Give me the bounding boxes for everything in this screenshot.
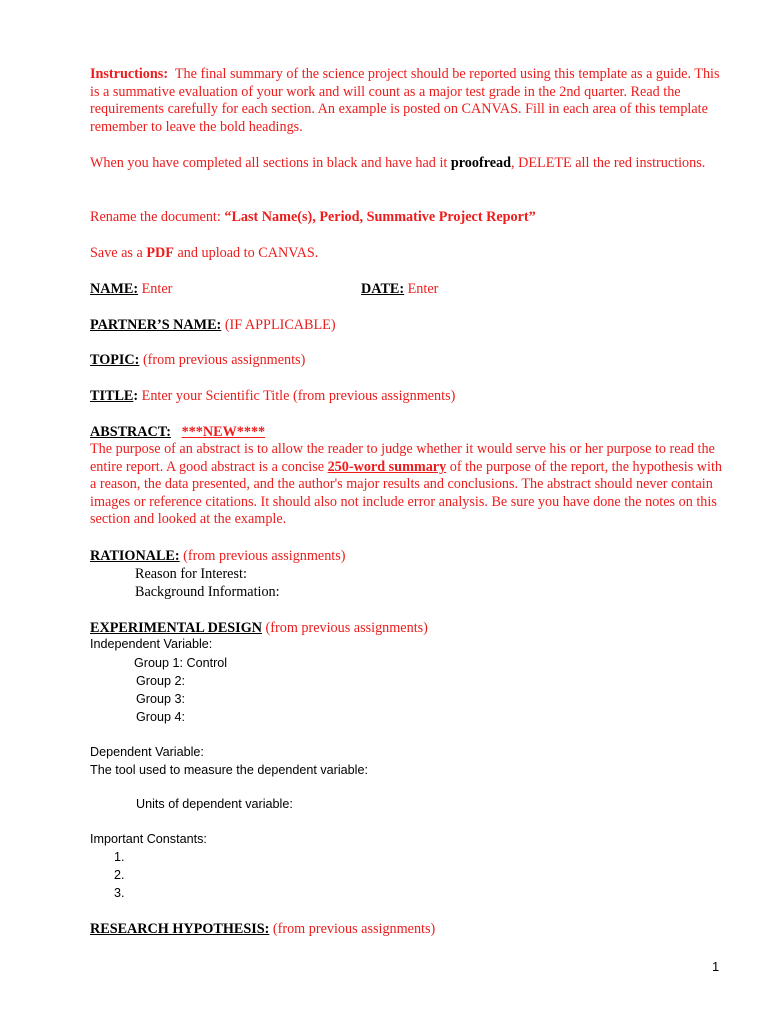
abstract-heading-row xyxy=(90,424,726,442)
dependent-variable[interactable] xyxy=(90,744,726,762)
instructions-text: The final summary of the science project should be reported using this template as a guide. This is a summative evaluation of your work and will count as a major test grade in the 2nd quarter. Read the requirements carefully for each section. An example is posted on CANVAS. Fill in each area of this template remember to leave the bold headings. xyxy=(90,66,720,135)
group-item[interactable] xyxy=(136,691,768,709)
constant-3: 3. xyxy=(114,886,125,900)
group-4-label: Group 4: xyxy=(136,710,186,724)
group-item[interactable] xyxy=(136,709,768,727)
group-item[interactable] xyxy=(136,673,768,691)
instructions-paragraph xyxy=(90,66,726,136)
title-label: TITLE xyxy=(90,388,134,404)
completion-text-end: , DELETE all the red instructions. xyxy=(511,155,706,171)
group-item[interactable] xyxy=(134,655,768,673)
abstract-new-tag: ***NEW**** xyxy=(181,424,266,440)
group-1-label: Group 1: Control xyxy=(134,656,228,670)
dv-label: Dependent Variable: xyxy=(90,745,204,759)
dependent-units[interactable] xyxy=(136,796,768,814)
rationale-background[interactable] xyxy=(90,584,768,602)
constants-label: Important Constants: xyxy=(90,832,207,846)
rename-instruction xyxy=(90,209,726,227)
save-text-end: and upload to CANVAS. xyxy=(173,245,319,261)
rationale-note: (from previous assignments) xyxy=(183,548,346,564)
design-heading-row xyxy=(90,620,726,638)
abstract-heading: ABSTRACT: xyxy=(90,424,171,440)
topic-row xyxy=(90,352,726,370)
name-label: NAME: xyxy=(90,281,139,297)
rationale-heading-row xyxy=(90,548,726,566)
save-text: Save as a xyxy=(90,245,147,261)
hypothesis-note: (from previous assignments) xyxy=(272,921,436,937)
date-value[interactable]: Enter xyxy=(407,281,439,297)
constant-item[interactable] xyxy=(114,849,750,867)
group-3-label: Group 3: xyxy=(136,692,186,706)
constants-label-row xyxy=(90,831,726,849)
constant-item[interactable] xyxy=(114,867,750,885)
title-note: (from previous assignments) xyxy=(292,388,456,404)
rename-text: Rename the document: xyxy=(90,209,225,225)
page-number: 1 xyxy=(712,959,720,974)
constant-1: 1. xyxy=(114,850,125,864)
measurement-tool[interactable] xyxy=(90,762,726,780)
partner-label: PARTNER’S NAME: xyxy=(90,317,222,333)
name-value[interactable]: Enter xyxy=(141,281,173,297)
proofread-word: proofread xyxy=(450,155,512,171)
abstract-text-end: of the purpose of the report, the hypothesis with a reason, the data presented, and the author's major results and conclusions. The abstract should never contain images or reference citations. It should also not include error analysis. Be sure you have done the notes on this section and looked at the example. xyxy=(90,458,723,528)
title-colon: : xyxy=(133,388,142,404)
title-value[interactable]: Enter your Scientific Title xyxy=(141,388,293,404)
name-date-row xyxy=(90,281,726,299)
group-2-label: Group 2: xyxy=(136,674,186,688)
independent-variable[interactable] xyxy=(90,636,726,654)
topic-value[interactable]: (from previous assignments) xyxy=(142,352,306,368)
hypothesis-heading: RESEARCH HYPOTHESIS: xyxy=(90,921,270,937)
completion-text: When you have completed all sections in black and have had it xyxy=(90,155,451,171)
rationale-heading: RATIONALE: xyxy=(90,548,180,564)
iv-label: Independent Variable: xyxy=(90,637,213,651)
design-heading: EXPERIMENTAL DESIGN xyxy=(90,620,262,636)
date-label: DATE: xyxy=(361,281,405,297)
hypothesis-heading-row xyxy=(90,921,726,939)
constant-2: 2. xyxy=(114,868,125,882)
background-label: Background Information: xyxy=(135,584,280,600)
save-instruction xyxy=(90,245,726,263)
topic-label: TOPIC: xyxy=(90,352,140,368)
constant-item[interactable] xyxy=(114,885,750,903)
abstract-instructions xyxy=(90,441,726,529)
reason-label: Reason for Interest: xyxy=(135,566,247,582)
tool-label: The tool used to measure the dependent variable: xyxy=(90,763,368,777)
completion-instruction xyxy=(90,155,726,173)
title-row xyxy=(90,388,726,406)
rationale-reason[interactable] xyxy=(90,566,768,584)
design-note: (from previous assignments) xyxy=(265,620,428,636)
pdf-word: PDF xyxy=(146,245,174,261)
partner-row xyxy=(90,317,726,335)
instructions-label: Instructions: xyxy=(90,66,169,82)
partner-value[interactable]: (IF APPLICABLE) xyxy=(224,317,336,333)
abstract-word-count: 250-word summary xyxy=(327,458,447,475)
abstract-text: The purpose of an abstract is to allow the reader to judge whether it would serve his or her purpose to read the entire report. A good abstract is a concise xyxy=(90,441,715,475)
rename-format: “Last Name(s), Period, Summative Project Report” xyxy=(224,209,536,225)
units-label: Units of dependent variable: xyxy=(136,797,293,811)
